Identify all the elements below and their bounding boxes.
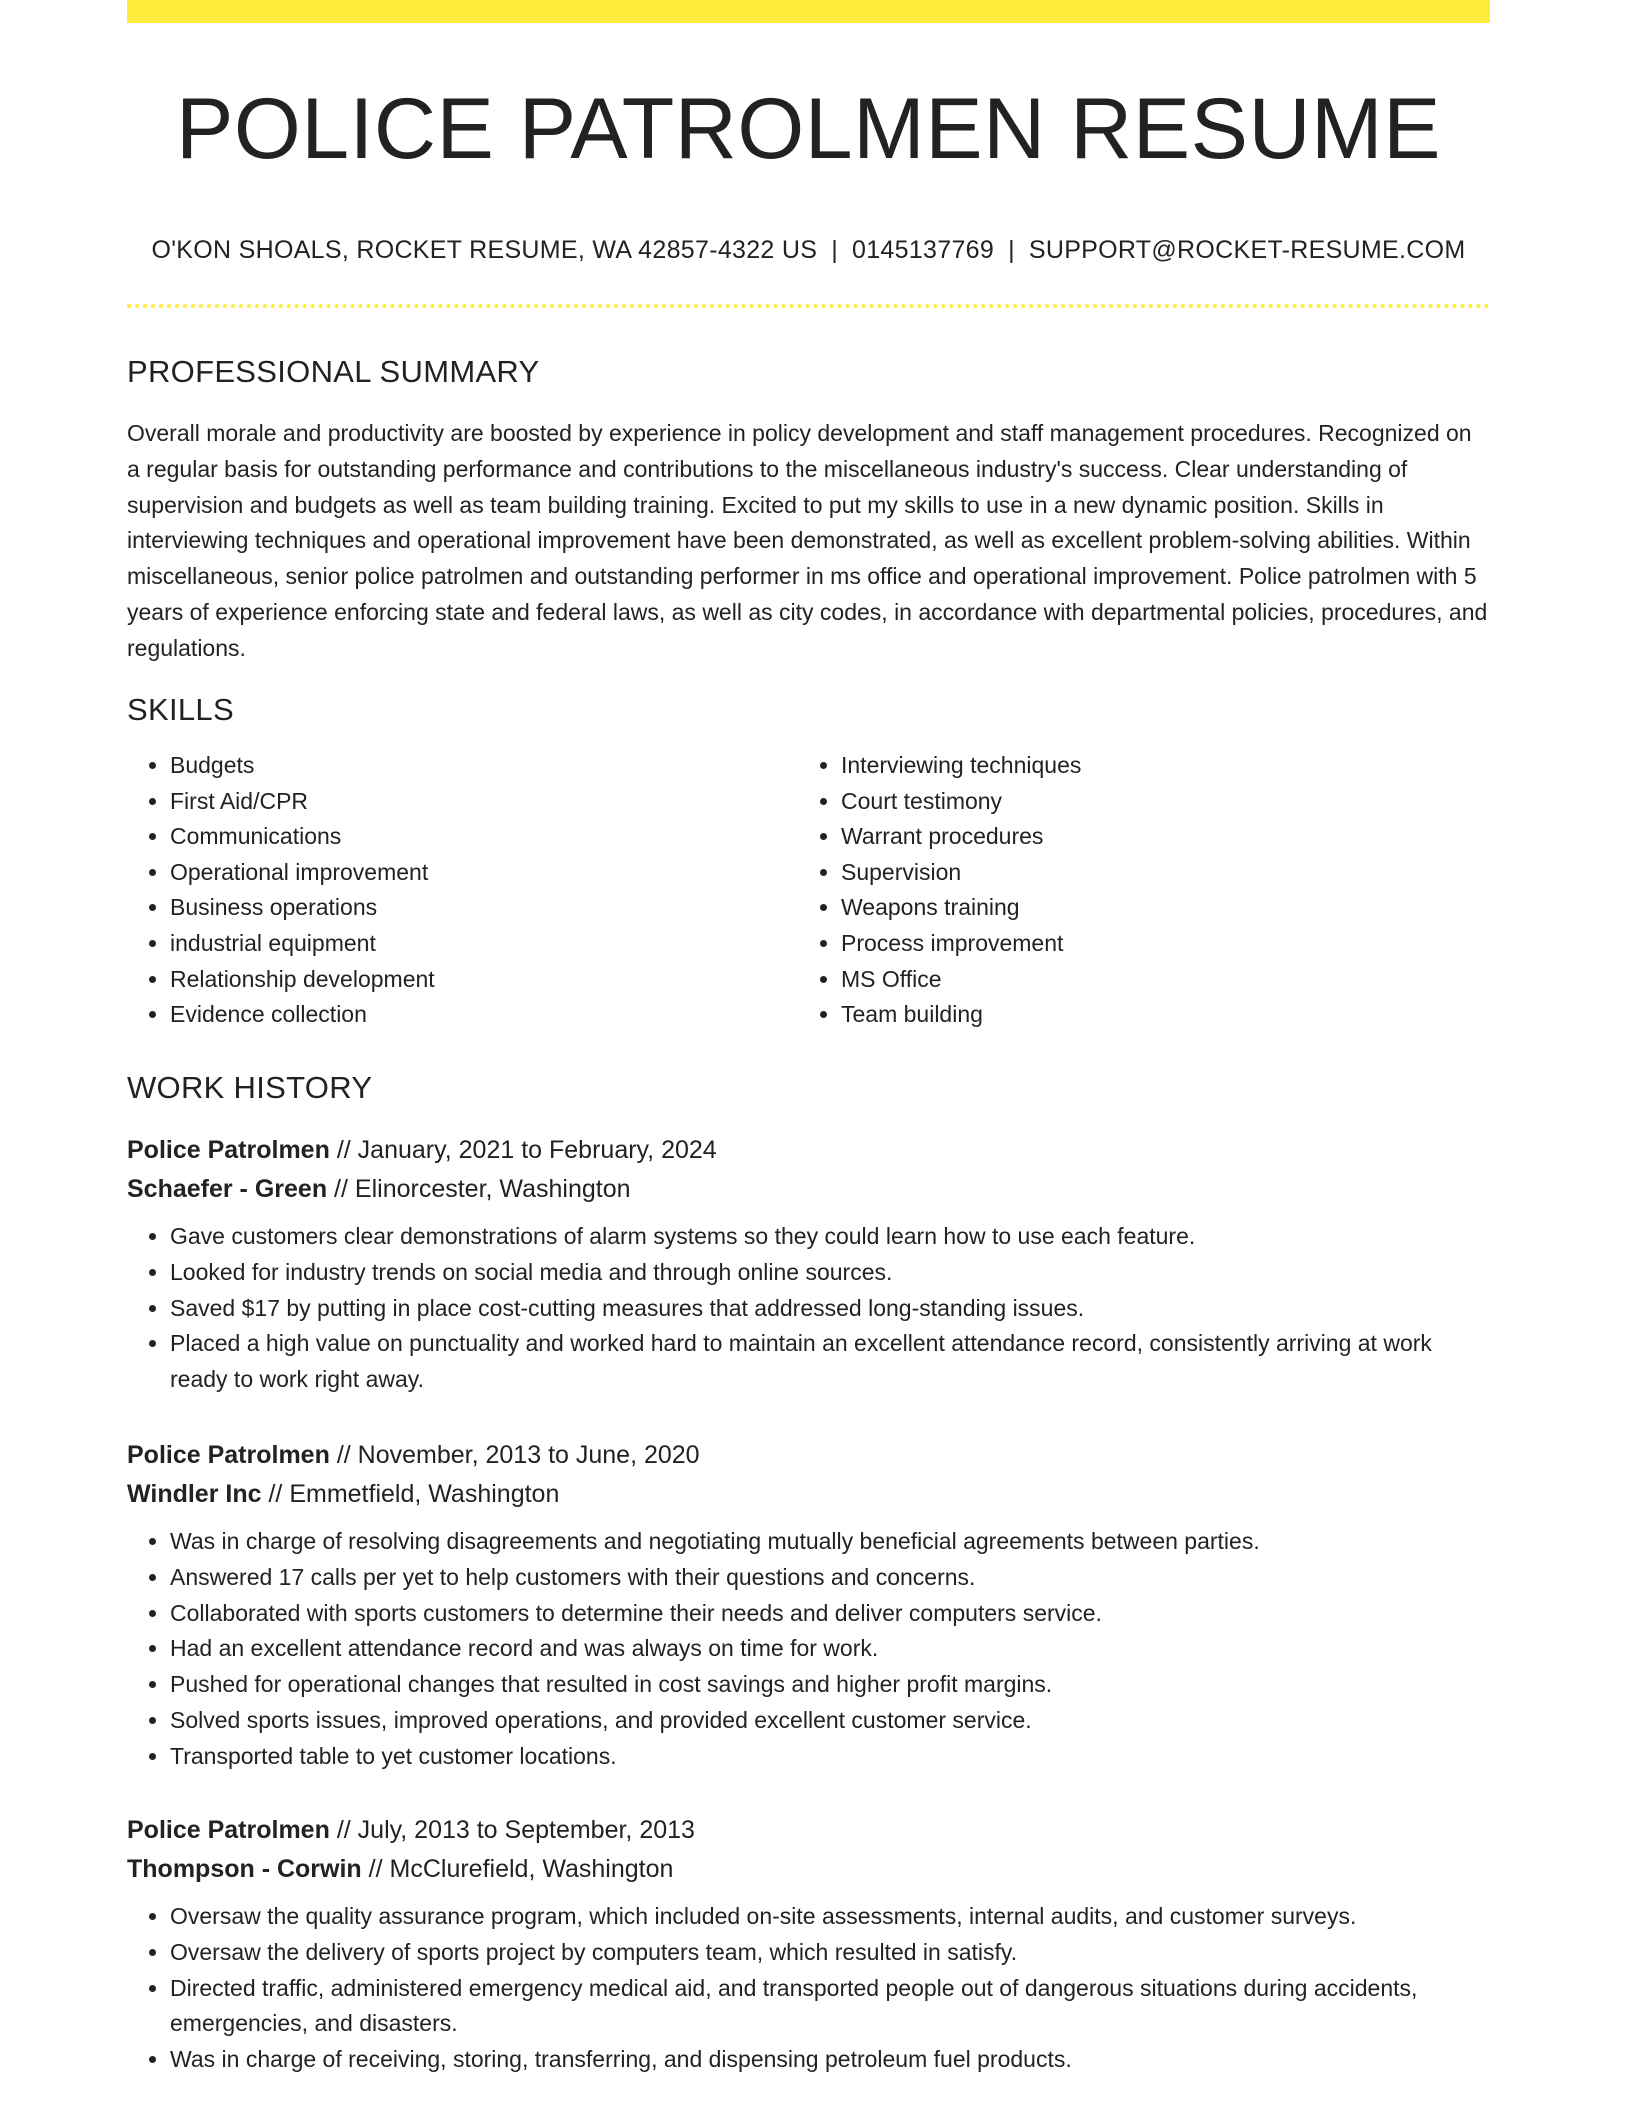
skill-item: • First Aid/CPR	[170, 784, 798, 820]
job-bullet: • Answered 17 calls per yet to help customers with their questions and concerns.	[170, 1560, 1490, 1596]
job-bullet: • Directed traffic, administered emergency medical aid, and transported people out of dangerous situations during accidents, emergencies, and disasters.	[170, 1971, 1490, 2043]
job-dates: November, 2013 to June, 2020	[357, 1441, 700, 1469]
job-divider: //	[336, 1441, 351, 1469]
skill-item: • Business operations	[170, 890, 798, 926]
job-bullet: • Placed a high value on punctuality and worked hard to maintain an excellent attendance record, consistently arriving at work ready to work right away.	[170, 1326, 1490, 1398]
skill-item: • industrial equipment	[170, 926, 798, 962]
dotted-divider	[127, 304, 1490, 308]
skill-item: • Evidence collection	[170, 997, 798, 1033]
professional-summary-section	[127, 354, 1490, 667]
skill-item: • Court testimony	[841, 784, 1469, 820]
job-company-line	[127, 1170, 1490, 1209]
job-entry	[127, 1436, 1490, 1775]
resume-title: POLICE PATROLMEN RESUME	[175, 81, 1442, 177]
job-title-line	[127, 1811, 1490, 1850]
job-location: Emmetfield, Washington	[289, 1480, 560, 1508]
section-heading-summary: PROFESSIONAL SUMMARY	[127, 354, 540, 389]
job-entry	[127, 1131, 1490, 1398]
job-title-line	[127, 1131, 1490, 1170]
job-title-line	[127, 1436, 1490, 1475]
contact-separator: |	[831, 236, 839, 264]
work-history-heading-block	[127, 1070, 1490, 1106]
job-entry	[127, 1811, 1490, 2078]
job-company: Schaefer - Green	[127, 1175, 328, 1203]
contact-address: O'KON SHOALS, ROCKET RESUME, WA 42857-4322 US	[151, 236, 818, 264]
skills-section	[127, 692, 1490, 1033]
job-company: Thompson - Corwin	[127, 1855, 362, 1883]
skill-item: • Supervision	[841, 855, 1469, 891]
job-bullet: • Oversaw the quality assurance program, which included on-site assessments, internal audits, and customer surveys.	[170, 1899, 1490, 1935]
skill-item: • Communications	[170, 819, 798, 855]
job-bullet: • Transported table to yet customer locations.	[170, 1739, 1490, 1775]
job-location: McClurefield, Washington	[389, 1855, 674, 1883]
job-bullet-list	[127, 1219, 1490, 1398]
job-bullet: • Looked for industry trends on social media and through online sources.	[170, 1255, 1490, 1291]
job-bullet: • Pushed for operational changes that resulted in cost savings and higher profit margins.	[170, 1667, 1490, 1703]
skill-item: • Warrant procedures	[841, 819, 1469, 855]
skill-item: • MS Office	[841, 962, 1469, 998]
job-dates: January, 2021 to February, 2024	[357, 1136, 717, 1164]
skills-columns	[127, 748, 1490, 1033]
job-company-line	[127, 1850, 1490, 1889]
job-divider: //	[336, 1136, 351, 1164]
job-bullet: • Was in charge of resolving disagreements and negotiating mutually beneficial agreements between parties.	[170, 1524, 1490, 1560]
skill-item: • Interviewing techniques	[841, 748, 1469, 784]
job-title: Police Patrolmen	[127, 1136, 330, 1164]
job-bullet: • Oversaw the delivery of sports project by computers team, which resulted in satisfy.	[170, 1935, 1490, 1971]
contact-line	[127, 236, 1490, 265]
skill-item: • Budgets	[170, 748, 798, 784]
skills-list-right	[798, 748, 1469, 1033]
job-bullet-list	[127, 1524, 1490, 1775]
job-divider: //	[336, 1816, 351, 1844]
job-bullet: • Saved $17 by putting in place cost-cutting measures that addressed long-standing issues.	[170, 1291, 1490, 1327]
summary-text: Overall morale and productivity are boosted by experience in policy development and staff management procedures. Recognized on a regular basis for outstanding performance and contributions to the miscellaneous industry's success. Clear understanding of supervision and budgets as well as team building training. Excited to put my skills to use in a new dynamic position. Skills in interviewing techniques and operational improvement have been demonstrated, as well as excellent problem-solving abilities. Within miscellaneous, senior police patrolmen and outstanding performer in ms office and operational improvement. Police patrolmen with 5 years of experience enforcing state and federal laws, as well as city codes, in accordance with departmental policies, procedures, and regulations.	[127, 420, 1488, 661]
accent-top-bar	[127, 0, 1490, 23]
job-location: Elinorcester, Washington	[354, 1175, 631, 1203]
contact-phone: 0145137769	[852, 236, 995, 264]
section-heading-skills: SKILLS	[127, 692, 234, 727]
job-company: Windler Inc	[127, 1480, 262, 1508]
contact-separator: |	[1008, 236, 1015, 264]
job-dates: July, 2013 to September, 2013	[357, 1816, 695, 1844]
skill-item: • Team building	[841, 997, 1469, 1033]
job-bullet: • Had an excellent attendance record and was always on time for work.	[170, 1631, 1490, 1667]
job-bullet: • Solved sports issues, improved operations, and provided excellent customer service.	[170, 1703, 1490, 1739]
job-divider: //	[368, 1855, 383, 1883]
skill-item: • Process improvement	[841, 926, 1469, 962]
job-bullet: • Collaborated with sports customers to determine their needs and deliver computers service.	[170, 1596, 1490, 1632]
contact-email: SUPPORT@ROCKET-RESUME.COM	[1028, 236, 1466, 264]
job-bullet-list	[127, 1899, 1490, 2078]
job-bullet: • Was in charge of receiving, storing, transferring, and dispensing petroleum fuel products.	[170, 2042, 1490, 2078]
job-company-line	[127, 1475, 1490, 1514]
job-divider: //	[268, 1480, 283, 1508]
skills-list-left	[127, 748, 798, 1033]
job-bullet: • Gave customers clear demonstrations of alarm systems so they could learn how to use each feature.	[170, 1219, 1490, 1255]
section-heading-work-history: WORK HISTORY	[127, 1070, 373, 1105]
job-title: Police Patrolmen	[127, 1441, 330, 1469]
skill-item: • Operational improvement	[170, 855, 798, 891]
skill-item: • Relationship development	[170, 962, 798, 998]
job-title: Police Patrolmen	[127, 1816, 330, 1844]
skill-item: • Weapons training	[841, 890, 1469, 926]
job-divider: //	[334, 1175, 348, 1203]
